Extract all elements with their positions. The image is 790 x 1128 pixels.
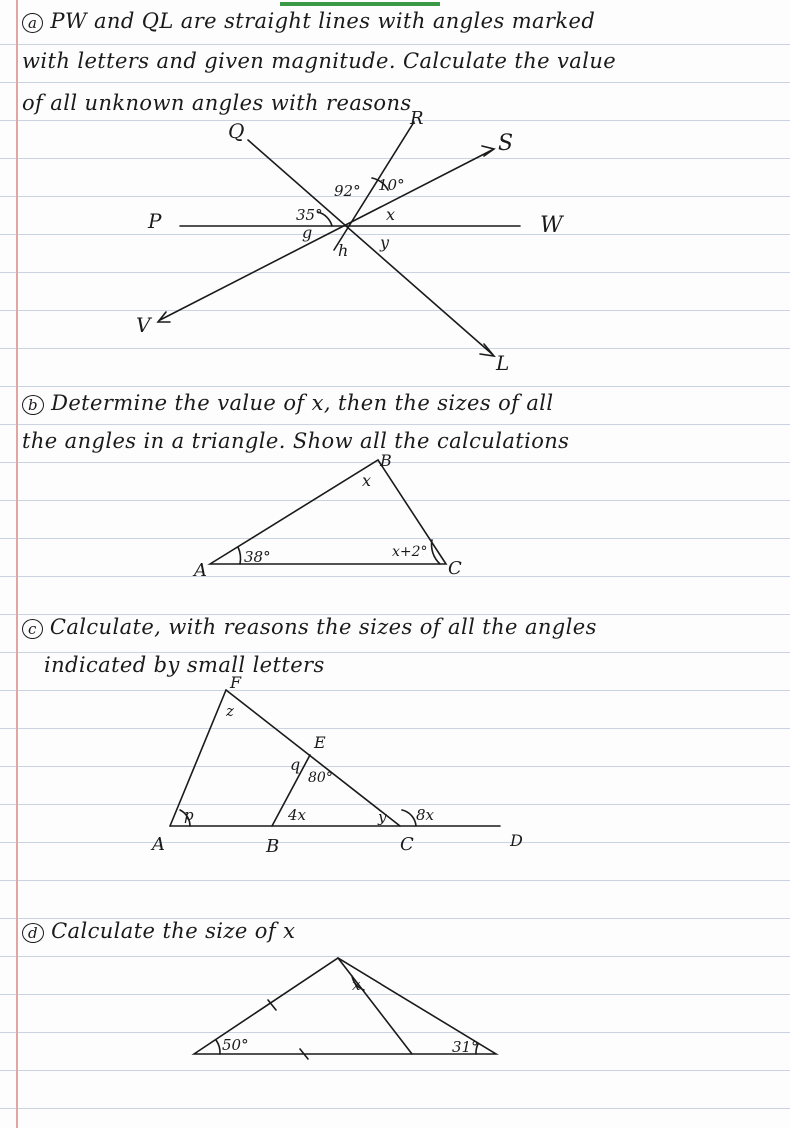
arrowhead-v [158, 312, 170, 322]
angle-arc-8x [402, 810, 416, 826]
angle-31: 31° [452, 1038, 479, 1056]
label-c-a: A [152, 834, 165, 855]
question-c-text-1: Calculate, with reasons the sizes of all the angles [49, 615, 597, 639]
label-l: L [496, 351, 510, 375]
label-v: V [136, 313, 151, 337]
label-r: R [410, 108, 424, 129]
label-c: C [448, 558, 462, 579]
diagram-a [136, 108, 565, 375]
line-af [170, 690, 226, 826]
angle-p: p [184, 806, 194, 824]
angle-g: g [302, 223, 313, 242]
angle-z: z [226, 702, 234, 720]
label-w: W [540, 213, 563, 238]
question-marker-c: c [22, 619, 43, 639]
diagram-b [192, 451, 462, 581]
line-d-cevian [338, 958, 412, 1054]
question-marker-d: d [22, 923, 44, 943]
angle-b-x: x [362, 471, 372, 490]
label-c-d: D [510, 831, 523, 850]
question-d-text-1: Calculate the size of x [51, 919, 296, 943]
angle-x: x [386, 205, 396, 224]
angle-q: q [290, 755, 301, 774]
angle-8x: 8x [416, 806, 435, 824]
label-q: Q [228, 119, 245, 143]
label-c-c: C [400, 834, 414, 855]
angle-y: y [380, 233, 390, 252]
angle-10: 10° [378, 176, 405, 194]
label-a: A [194, 560, 207, 581]
label-b: B [380, 451, 392, 470]
question-a-line-2: with letters and given magnitude. Calculate the value [22, 49, 617, 73]
angle-y-c: y [378, 808, 387, 826]
angle-38: 38° [244, 548, 271, 566]
label-c-e: E [314, 733, 326, 752]
angle-arc-a [238, 547, 241, 564]
line-sv [160, 150, 492, 320]
label-c-f: F [230, 673, 242, 692]
angle-80: 80° [308, 770, 333, 786]
question-a-text-1: PW and QL are straight lines with angles marked [50, 9, 596, 33]
question-marker-b: b [22, 395, 44, 415]
label-s: S [498, 131, 514, 156]
line-fc [226, 690, 400, 826]
diagram-c [150, 673, 523, 857]
label-p: P [148, 209, 162, 233]
question-b-text-1: Determine the value of x, then the sizes of all [51, 391, 554, 415]
angle-50: 50° [222, 1036, 249, 1054]
question-a-line-3: of all unknown angles with reasons [22, 91, 412, 115]
angle-h: h [338, 241, 349, 260]
angle-92: 92° [334, 182, 361, 200]
angle-x-d: x [352, 976, 361, 994]
question-b-line-2: the angles in a triangle. Show all the calculations [22, 429, 570, 453]
question-marker-a: a [22, 13, 43, 33]
diagram-d [194, 958, 496, 1059]
line-ql [248, 140, 492, 354]
angle-c-x2: x+2° [392, 544, 428, 560]
angle-arc-50 [216, 1040, 220, 1054]
angle-4x: 4x [288, 806, 307, 824]
question-c-line-2: indicated by small letters [44, 653, 325, 677]
label-c-b: B [266, 836, 280, 857]
angle-35: 35° [296, 206, 323, 224]
